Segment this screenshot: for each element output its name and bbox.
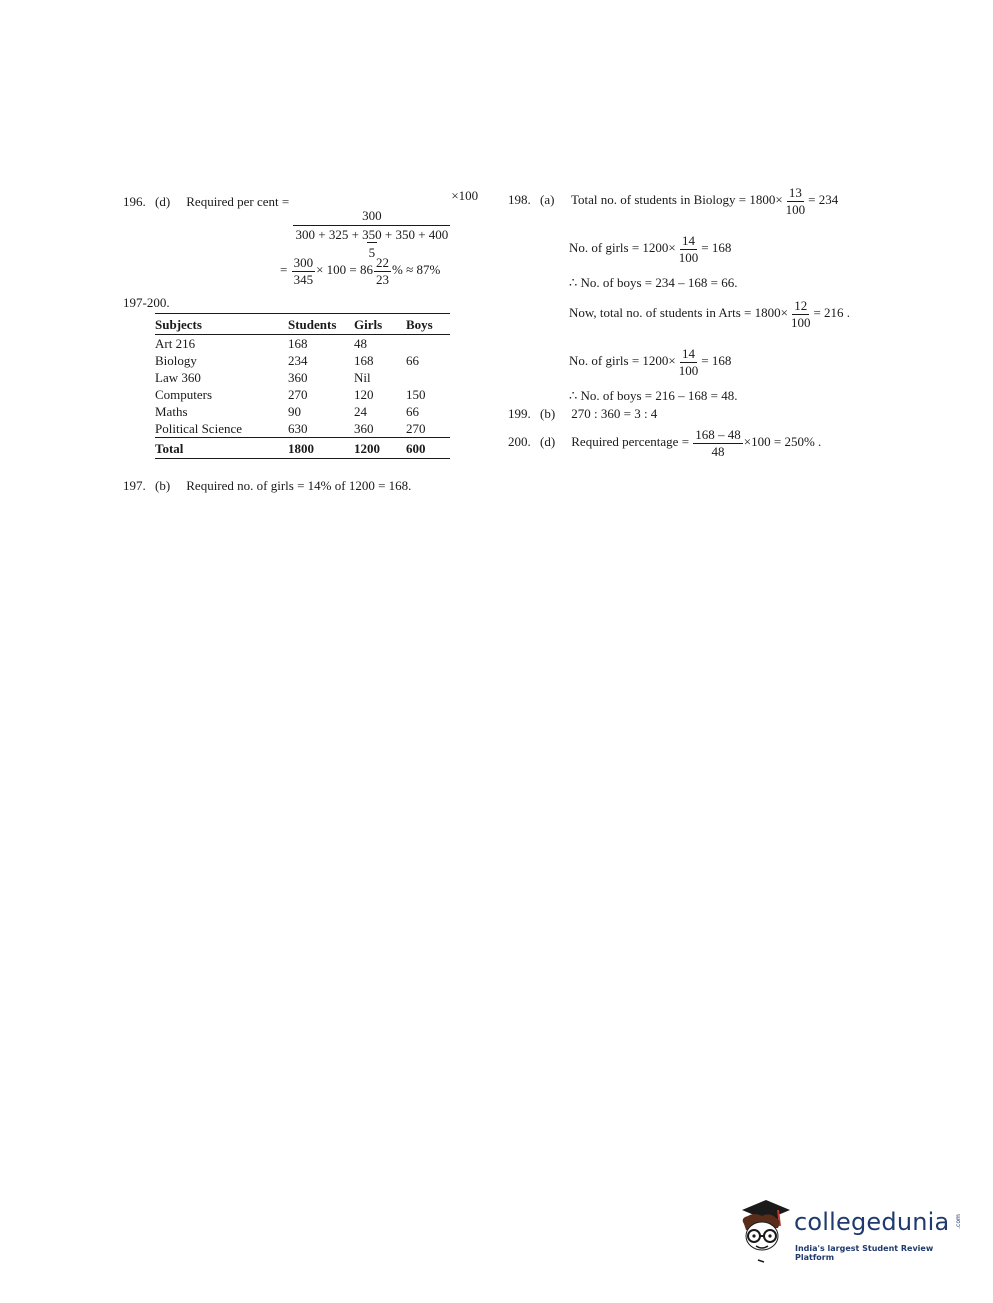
cell: Political Science xyxy=(155,421,243,436)
numerator: 13 xyxy=(788,185,802,200)
denominator: 100 xyxy=(790,314,811,330)
question-number: 196. xyxy=(123,194,146,209)
question-number: 200. xyxy=(508,434,531,450)
answer-option: (d) xyxy=(155,194,171,209)
collegedunia-logo xyxy=(734,1196,964,1266)
cell: 168 xyxy=(354,353,374,368)
q198-l4-lead: Now, total no. of students in Arts = xyxy=(569,305,752,321)
q196-fraction-3 xyxy=(374,256,391,286)
fraction xyxy=(784,186,808,216)
cell: Maths xyxy=(155,404,188,419)
table-row xyxy=(155,369,450,386)
q199-text: 270 : 360 = 3 : 4 xyxy=(571,406,658,421)
cell xyxy=(406,335,450,353)
denominator: 345 xyxy=(293,271,314,287)
denominator: 48 xyxy=(711,443,725,459)
q196-outer-den: 5 xyxy=(367,242,378,260)
cell xyxy=(406,369,450,386)
answer-option: (b) xyxy=(540,406,556,421)
table-header-row xyxy=(155,314,450,335)
cell: 48 xyxy=(354,336,367,351)
cell: 360 xyxy=(288,370,308,385)
fraction xyxy=(677,234,701,264)
denominator: 100 xyxy=(678,249,699,265)
cell: Art 216 xyxy=(155,336,196,351)
q196-inner-den: 300 + 325 + 350 + 350 + 400 xyxy=(295,226,449,242)
numerator: 22 xyxy=(376,255,390,270)
question-number: 198. xyxy=(508,192,531,208)
cell: 120 xyxy=(354,387,374,402)
logo-tagline: India's largest Student Review Platform xyxy=(795,1244,934,1262)
q198-l2-a: 1200× xyxy=(642,240,676,256)
q198-l5-a: 1200× xyxy=(642,353,676,369)
q196-fraction xyxy=(293,209,450,260)
q198-line6: ∴ No. of boys = 216 – 168 = 48. xyxy=(569,388,738,403)
q198-l5-result: = 168 xyxy=(701,353,732,369)
q198-l5-lead: No. of girls = xyxy=(569,353,640,369)
q197-line xyxy=(123,478,411,494)
q198-l2-lead: No. of girls = xyxy=(569,240,640,256)
cell: Nil xyxy=(354,370,371,385)
question-number: 197. xyxy=(123,478,146,493)
q200-line xyxy=(508,428,821,458)
q198-l1-a: 1800× xyxy=(749,192,783,208)
table-row xyxy=(155,386,450,403)
cell: 66 xyxy=(406,404,419,419)
q196-inner-fraction xyxy=(293,225,450,260)
q196-outer-num: 300 xyxy=(362,208,382,223)
answer-option: (a) xyxy=(540,192,555,208)
table-total-row xyxy=(155,438,450,459)
q197-text: Required no. of girls = 14% of 1200 = 168. xyxy=(186,478,412,493)
table-row xyxy=(155,335,450,353)
q198-l1-lead: Total no. of students in Biology = xyxy=(571,192,747,208)
total-label: Total xyxy=(155,438,288,459)
cell: 234 xyxy=(288,353,308,368)
q196-times100: ×100 xyxy=(451,188,479,203)
cell: 90 xyxy=(288,404,301,419)
q196-fraction-2 xyxy=(292,256,316,286)
table-row xyxy=(155,420,450,438)
q200-lead: Required percentage = xyxy=(571,434,690,450)
q200-result: ×100 = 250% . xyxy=(743,434,822,450)
q197-200-label: 197-200. xyxy=(123,295,170,310)
equals-sign: = xyxy=(280,262,288,278)
fraction xyxy=(677,347,701,377)
header-students: Students xyxy=(288,314,354,335)
denominator: 23 xyxy=(376,271,390,287)
numerator: 14 xyxy=(682,233,696,248)
q198-line3: ∴ No. of boys = 234 – 168 = 66. xyxy=(569,275,738,290)
cell: 150 xyxy=(406,387,426,402)
q196-line2 xyxy=(280,256,440,286)
cell: 24 xyxy=(354,404,367,419)
fraction xyxy=(693,428,743,458)
numerator: 14 xyxy=(682,346,696,361)
answer-option: (d) xyxy=(540,434,556,450)
q196-mid-text: × 100 = 86 xyxy=(316,262,374,278)
cell: Biology xyxy=(155,353,197,368)
q198-line2 xyxy=(569,234,731,264)
subjects-table xyxy=(155,313,450,459)
cell: Law 360 xyxy=(155,370,201,385)
cell: 66 xyxy=(406,353,419,368)
header-girls: Girls xyxy=(354,314,406,335)
q196-lead: Required per cent = xyxy=(186,194,290,209)
total-students: 1800 xyxy=(288,438,354,459)
total-boys: 600 xyxy=(406,438,450,459)
q196-end-text: % ≈ 87% xyxy=(392,262,441,278)
denominator: 100 xyxy=(785,201,806,217)
cell: Computers xyxy=(155,387,213,402)
numerator: 168 – 48 xyxy=(695,427,741,442)
question-number: 199. xyxy=(508,406,531,421)
q198-line4 xyxy=(569,299,850,329)
q198-l4-result: = 216 . xyxy=(813,305,851,321)
header-boys: Boys xyxy=(406,314,450,335)
q198-l2-result: = 168 xyxy=(701,240,732,256)
logo-com: .com xyxy=(954,1214,962,1229)
q198-line1 xyxy=(508,186,838,216)
denominator: 100 xyxy=(678,362,699,378)
q198-l1-result: = 234 xyxy=(808,192,839,208)
table-row xyxy=(155,352,450,369)
header-subjects: Subjects xyxy=(155,314,288,335)
cell: 270 xyxy=(288,387,308,402)
total-girls: 1200 xyxy=(354,438,406,459)
table-row xyxy=(155,403,450,420)
fraction xyxy=(789,299,813,329)
q198-l4-a: 1800× xyxy=(754,305,788,321)
cell: 168 xyxy=(288,336,308,351)
cell: 270 xyxy=(406,421,426,436)
numerator: 300 xyxy=(293,255,314,270)
logo-wordmark: collegedunia xyxy=(794,1208,950,1236)
numerator: 12 xyxy=(794,298,808,313)
q198-line5 xyxy=(569,347,731,377)
mascot-icon xyxy=(734,1196,794,1266)
q196-line1 xyxy=(123,188,478,260)
cell: 360 xyxy=(354,421,374,436)
cell: 630 xyxy=(288,421,308,436)
q199-line xyxy=(508,406,657,422)
answer-option: (b) xyxy=(155,478,171,493)
